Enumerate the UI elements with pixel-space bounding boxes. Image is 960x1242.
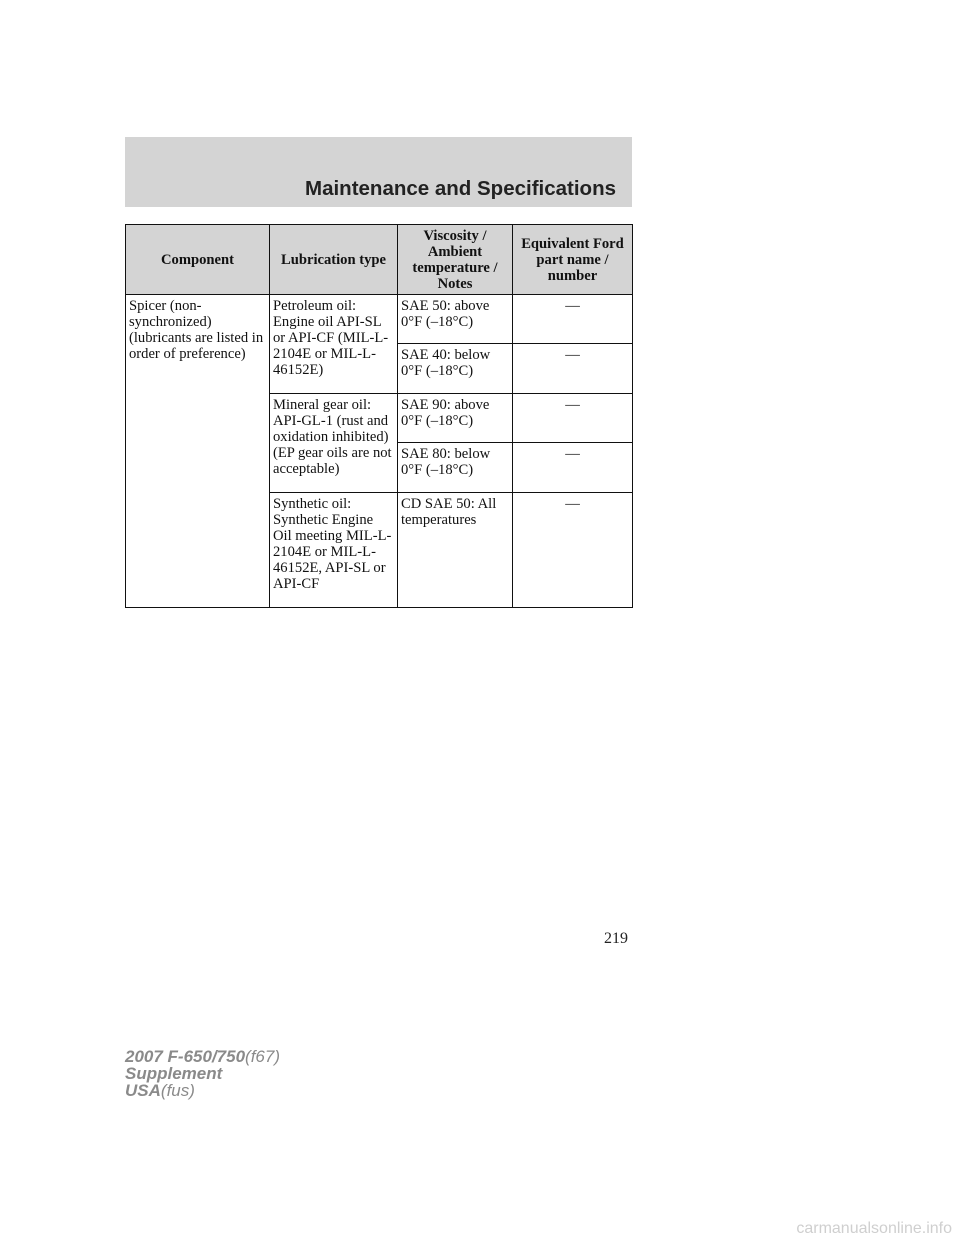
viscosity-cell: SAE 80: below 0°F (–18°C) [398,443,513,493]
lubrication-type-cell: Synthetic oil: Synthetic Engine Oil meeting MIL-L-2104E or MIL-L-46152E, API-SL or API-CF [270,493,398,608]
ford-part-cell: — [513,344,633,394]
table-row [126,295,633,344]
ford-part-cell: — [513,394,633,443]
ford-part-cell: — [513,295,633,344]
viscosity-cell: SAE 90: above 0°F (–18°C) [398,394,513,443]
column-header-lubrication-type: Lubrication type [270,225,398,295]
ford-part-cell: — [513,443,633,493]
page-number: 219 [604,930,628,947]
lubrication-type-cell: Mineral gear oil: API-GL-1 (rust and oxidation inhibited) (EP gear oils are not acceptable) [270,394,398,493]
column-header-component: Component [126,225,270,295]
ford-part-cell: — [513,493,633,608]
column-header-ford-part: Equivalent Ford part name / number [513,225,633,295]
footer-market-code: (fus) [160,1081,195,1100]
footer-market: USA [125,1081,161,1100]
footer-model: 2007 F-650/750 [125,1047,246,1066]
component-cell: Spicer (non-synchronized) (lubricants are listed in order of preference) [126,295,270,608]
viscosity-cell: SAE 50: above 0°F (–18°C) [398,295,513,344]
viscosity-cell: SAE 40: below 0°F (–18°C) [398,344,513,394]
footer-model-code: (f67) [245,1047,281,1066]
section-title: Maintenance and Specifications [305,177,616,200]
lubrication-type-cell: Petroleum oil: Engine oil API-SL or API-CF (MIL-L-2104E or MIL-L-46152E) [270,295,398,394]
document-footer [125,1048,280,1099]
column-header-viscosity: Viscosity / Ambient temperature / Notes [398,225,513,295]
section-header-band [125,137,632,207]
table-header-row [126,225,633,295]
lubricant-spec-table [125,224,633,608]
watermark: carmanualsonline.info [796,1220,952,1237]
viscosity-cell: CD SAE 50: All temperatures [398,493,513,608]
footer-supplement: Supplement [125,1064,223,1083]
